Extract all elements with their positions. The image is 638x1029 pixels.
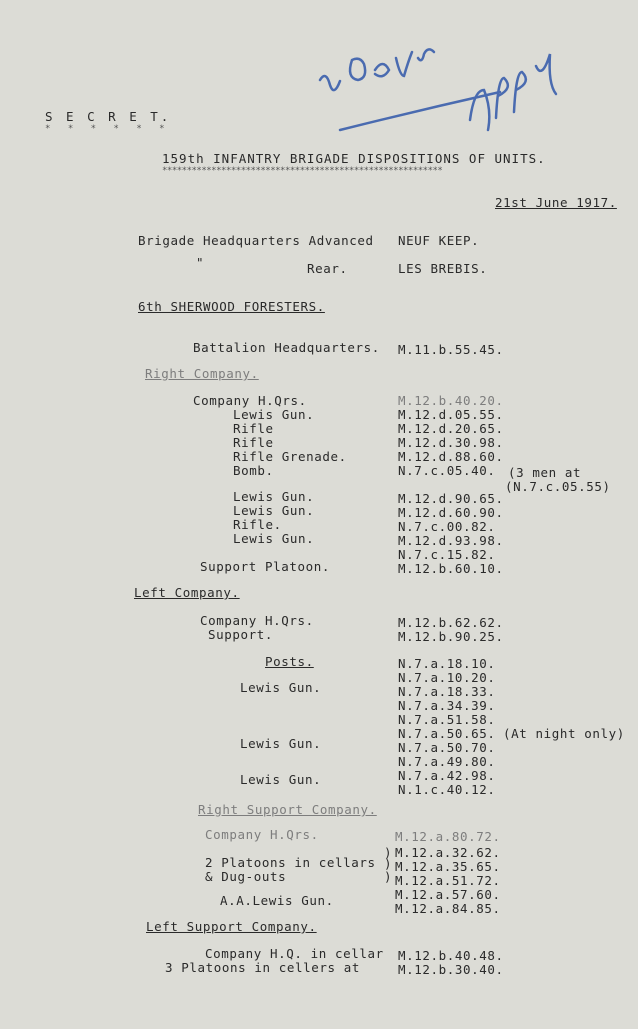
post-location: N.7.a.34.39.	[398, 698, 496, 713]
ditto-mark: "	[196, 255, 205, 270]
left-company-support-label: Support.	[208, 627, 274, 642]
battalion-heading: 6th SHERWOOD FORESTERS.	[138, 299, 325, 314]
right-company-row-label: Bomb.	[233, 463, 274, 478]
aa-lewis-gun-label: A.A.Lewis Gun.	[220, 893, 334, 908]
secret-stars: * * * * * *	[45, 124, 171, 134]
right-company-row-label: Lewis Gun.	[233, 503, 315, 518]
lewis-gun-label: Lewis Gun.	[240, 772, 322, 787]
right-company-row-label: Rifle Grenade.	[233, 449, 347, 464]
right-company-row-location: M.12.d.90.65.	[398, 491, 504, 506]
right-company-row-location: M.12.d.05.55.	[398, 407, 504, 422]
post-location: N.7.a.18.10.	[398, 656, 496, 671]
brace-mark: )	[384, 856, 393, 871]
post-location: N.7.a.18.33.	[398, 684, 496, 699]
right-company-row-label: Rifle.	[233, 517, 282, 532]
right-support-heading: Right Support Company.	[198, 802, 377, 817]
right-company-row-location: M.12.d.88.60.	[398, 449, 504, 464]
right-support-hq-location: M.12.a.80.72.	[395, 829, 501, 844]
brigade-hq-advanced-location: NEUF KEEP.	[398, 233, 480, 248]
right-company-row-label: Rifle	[233, 421, 274, 436]
left-company-heading: Left Company.	[134, 585, 240, 600]
bomb-note: (3 men at	[508, 465, 582, 480]
brace-mark: )	[384, 869, 393, 884]
platoons-cellars-label: 2 Platoons in cellars	[205, 855, 376, 870]
post-location: N.7.a.50.65.	[398, 726, 496, 741]
post-location: N.7.a.42.98.	[398, 768, 496, 783]
right-company-row-location: N.7.c.15.82.	[398, 547, 496, 562]
bomb-note-ref: (N.7.c.05.55)	[505, 479, 611, 494]
post-location: N.7.a.50.70.	[398, 740, 496, 755]
right-company-row-location: M.12.d.60.90.	[398, 505, 504, 520]
title-stars: *********************************************************	[162, 166, 443, 176]
night-only-note: (At night only)	[503, 726, 625, 741]
posts-label: Posts.	[265, 654, 314, 669]
brace-mark: )	[384, 845, 393, 860]
right-company-row-location: M.12.d.93.98.	[398, 533, 504, 548]
right-company-hq-location: M.12.b.40.20.	[398, 393, 504, 408]
left-company-hq-location: M.12.b.62.62.	[398, 615, 504, 630]
right-company-row-label: Lewis Gun.	[233, 407, 315, 422]
left-support-platoons-location: M.12.b.30.40.	[398, 962, 504, 977]
left-company-support-location: M.12.b.90.25.	[398, 629, 504, 644]
aa-lewis-gun-location: M.12.a.84.85.	[395, 901, 501, 916]
right-company-row-location: N.7.c.05.40.	[398, 463, 496, 478]
right-company-row-label: Rifle	[233, 435, 274, 450]
lewis-gun-label: Lewis Gun.	[240, 736, 322, 751]
right-company-heading: Right Company.	[145, 366, 259, 381]
secret-label: S E C R E T.	[45, 109, 172, 124]
dugouts-label: & Dug-outs	[205, 869, 287, 884]
post-location: N.7.a.49.80.	[398, 754, 496, 769]
right-company-row-location: N.7.c.00.82.	[398, 519, 496, 534]
left-company-hq-label: Company H.Qrs.	[200, 613, 314, 628]
document-date: 21st June 1917.	[495, 195, 617, 210]
right-company-row-label: Lewis Gun.	[233, 489, 315, 504]
support-platoon-location: M.12.b.60.10.	[398, 561, 504, 576]
brigade-hq-rear-location: LES BREBIS.	[398, 261, 488, 276]
right-support-location: M.12.a.32.62.	[395, 845, 501, 860]
brigade-hq-advanced-label: Brigade Headquarters Advanced	[138, 233, 374, 248]
post-location: N.7.a.10.20.	[398, 670, 496, 685]
left-support-heading: Left Support Company.	[146, 919, 317, 934]
right-company-hq-label: Company H.Qrs.	[193, 393, 307, 408]
left-support-hq-location: M.12.b.40.48.	[398, 948, 504, 963]
right-support-hq-label: Company H.Qrs.	[205, 827, 319, 842]
lewis-gun-label: Lewis Gun.	[240, 680, 322, 695]
left-support-hq-label: Company H.Q. in cellar	[205, 946, 384, 961]
right-company-row-location: M.12.d.20.65.	[398, 421, 504, 436]
right-company-row-label: Lewis Gun.	[233, 531, 315, 546]
right-support-location: M.12.a.57.60.	[395, 887, 501, 902]
support-platoon-label: Support Platoon.	[200, 559, 331, 574]
brigade-hq-rear-label: Rear.	[307, 261, 348, 276]
battalion-hq-label: Battalion Headquarters.	[193, 340, 380, 355]
handwritten-annotation	[300, 20, 580, 140]
battalion-hq-location: M.11.b.55.45.	[398, 342, 504, 357]
post-location: N.1.c.40.12.	[398, 782, 496, 797]
left-support-platoons-label: 3 Platoons in cellers at	[165, 960, 361, 975]
right-company-row-location: M.12.d.30.98.	[398, 435, 504, 450]
right-support-location: M.12.a.35.65.	[395, 859, 501, 874]
post-location: N.7.a.51.58.	[398, 712, 496, 727]
page-title: 159th INFANTRY BRIGADE DISPOSITIONS OF UNITS.	[162, 151, 546, 166]
right-support-location: M.12.a.51.72.	[395, 873, 501, 888]
